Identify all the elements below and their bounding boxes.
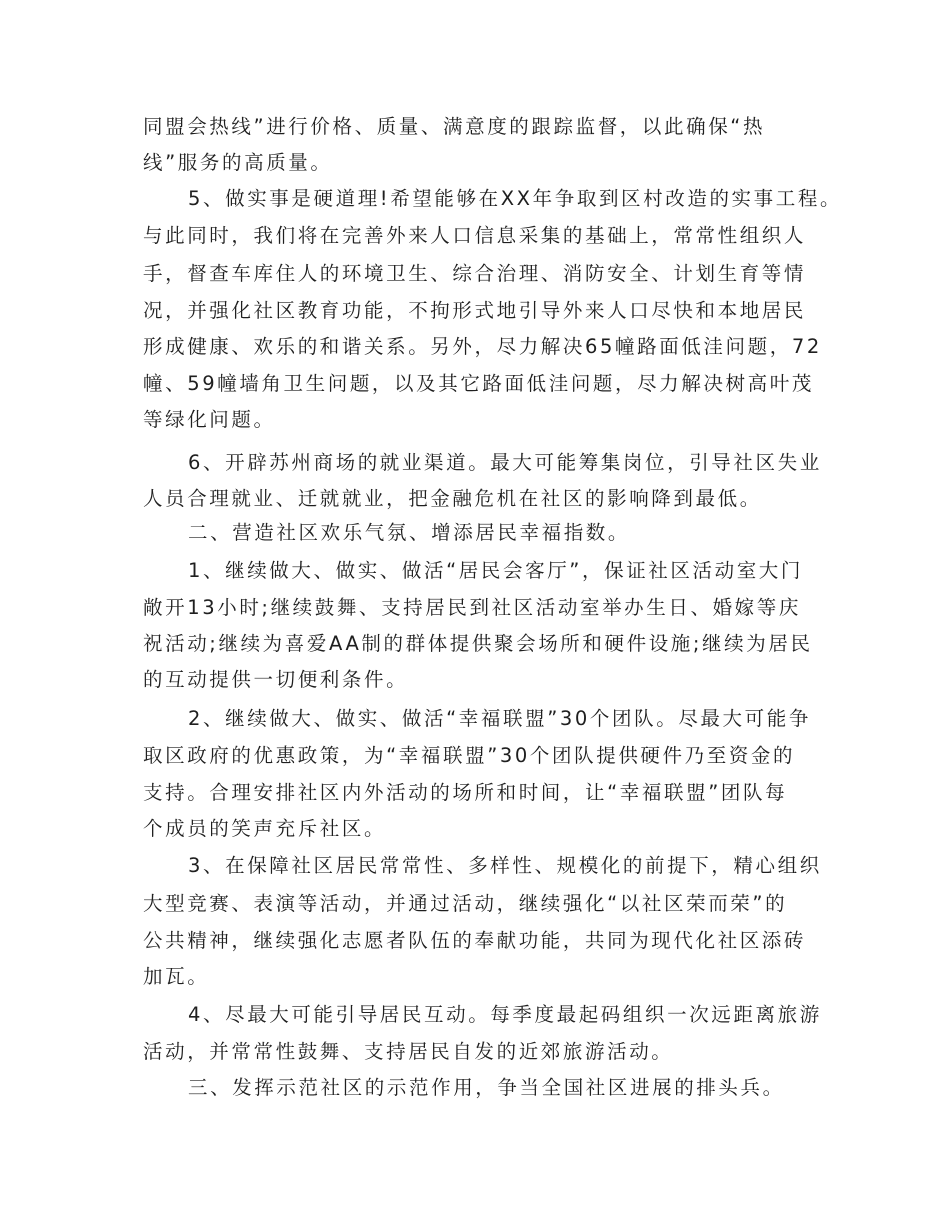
- text-line: 线”服务的高质量。: [143, 151, 333, 174]
- text-line: 形成健康、欢乐的和谐关系。另外，尽力解决65幢路面低洼问题，72: [143, 335, 822, 358]
- text-line: 等绿化问题。: [143, 408, 276, 431]
- text-line: 1、继续做大、做实、做活“居民会客厅”，保证社区活动室大门: [188, 559, 804, 582]
- text-line: 手，督查车库住人的环境卫生、综合治理、消防安全、计划生育等情: [143, 262, 807, 285]
- text-line: 支持。合理安排社区内外活动的场所和时间，让“幸福联盟”团队每: [143, 781, 788, 804]
- text-line: 大型竞赛、表演等活动，并通过活动，继续强化“以社区荣而荣”的: [143, 892, 788, 915]
- section-heading: 三、发挥示范社区的示范作用，争当全国社区进展的排头兵。: [188, 1076, 785, 1099]
- text-line: 5、做实事是硬道理!希望能够在XX年争取到区村改造的实事工程。: [188, 187, 843, 210]
- text-line: 人员合理就业、迁就就业，把金融危机在社区的影响降到最低。: [143, 487, 762, 510]
- text-line: 的互动提供一切便利条件。: [143, 668, 409, 691]
- text-line: 敞开13小时;继续鼓舞、支持居民到社区活动室举办生日、婚嫁等庆: [143, 596, 801, 619]
- text-line: 6、开辟苏州商场的就业渠道。最大可能筹集岗位，引导社区失业: [188, 451, 822, 474]
- text-line: 幢、59幢墙角卫生问题，以及其它路面低洼问题，尽力解决树高叶茂: [143, 372, 814, 395]
- text-line: 个成员的笑声充斥社区。: [143, 817, 387, 840]
- text-line: 加瓦。: [143, 965, 210, 988]
- text-line: 祝活动;继续为喜爱AA制的群体提供聚会场所和硬件设施;继续为居民: [143, 632, 813, 655]
- text-line: 2、继续做大、做实、做活“幸福联盟”30个团队。尽最大可能争: [188, 707, 811, 730]
- section-heading: 二、营造社区欢乐气氛、增添居民幸福指数。: [188, 521, 631, 544]
- text-line: 4、尽最大可能引导居民互动。每季度最起码组织一次远距离旅游: [188, 1003, 822, 1026]
- text-line: 公共精神，继续强化志愿者队伍的奉献功能，共同为现代化社区添砖: [143, 929, 807, 952]
- text-line: 取区政府的优惠政策，为“幸福联盟”30个团队提供硬件乃至资金的: [143, 744, 796, 767]
- text-line: 3、在保障社区居民常常性、多样性、规模化的前提下，精心组织: [188, 854, 822, 877]
- text-line: 与此同时，我们将在完善外来人口信息采集的基础上，常常性组织人: [143, 224, 807, 247]
- text-line: 同盟会热线”进行价格、质量、满意度的跟踪监督，以此确保“热: [143, 115, 766, 138]
- text-line: 况，并强化社区教育功能，不拘形式地引导外来人口尽快和本地居民: [143, 299, 807, 322]
- text-line: 活动，并常常性鼓舞、支持居民自发的近郊旅游活动。: [143, 1040, 674, 1063]
